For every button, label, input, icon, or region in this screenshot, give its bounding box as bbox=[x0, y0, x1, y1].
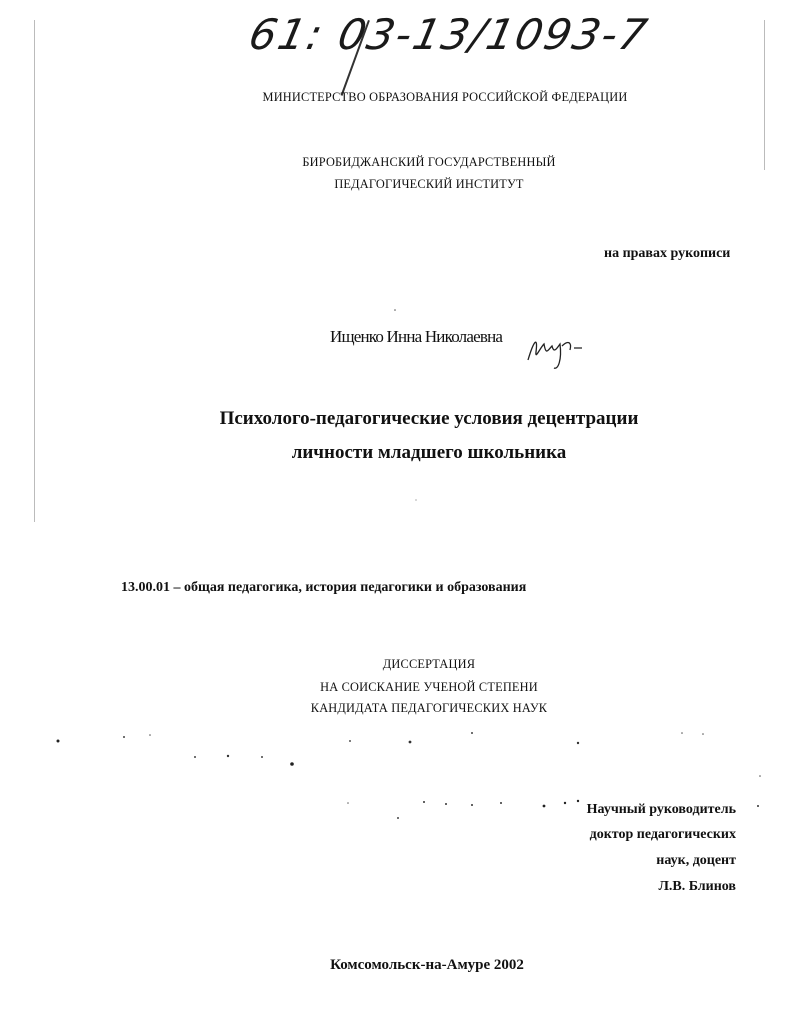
city-year: Комсомольск-на-Амуре 2002 bbox=[330, 957, 524, 973]
author-name: Ищенко Инна Николаевна bbox=[330, 327, 503, 346]
ministry-heading: МИНИСТЕРСТВО ОБРАЗОВАНИЯ РОССИЙСКОЙ ФЕДЕРАЦИИ bbox=[262, 89, 628, 104]
signature-image bbox=[524, 330, 584, 374]
thesis-title-line-1: Психолого-педагогические условия децентрации bbox=[219, 408, 639, 429]
advisor-name: Л.В. Блинов bbox=[658, 879, 736, 894]
advisor-degree-2: наук, доцент bbox=[656, 853, 736, 868]
specialty-code: 13.00.01 – общая педагогика, история педагогики и образования bbox=[121, 580, 527, 595]
institute-line-1: БИРОБИДЖАНСКИЙ ГОСУДАРСТВЕННЫЙ bbox=[302, 154, 556, 169]
degree-line: НА СОИСКАНИЕ УЧЕНОЙ СТЕПЕНИ bbox=[320, 679, 538, 694]
manuscript-note: на правах рукописи bbox=[604, 246, 731, 261]
degree-field-line: КАНДИДАТА ПЕДАГОГИЧЕСКИХ НАУК bbox=[310, 700, 548, 715]
archive-number: 61: 03-13/1093-7 bbox=[244, 10, 654, 59]
advisor-role: Научный руководитель bbox=[586, 802, 736, 817]
advisor-degree: доктор педагогических bbox=[589, 827, 736, 842]
dissertation-label: ДИССЕРТАЦИЯ bbox=[382, 656, 476, 671]
institute-line-2: ПЕДАГОГИЧЕСКИЙ ИНСТИТУТ bbox=[334, 176, 524, 191]
thesis-title-line-2: личности младшего школьника bbox=[291, 442, 567, 463]
